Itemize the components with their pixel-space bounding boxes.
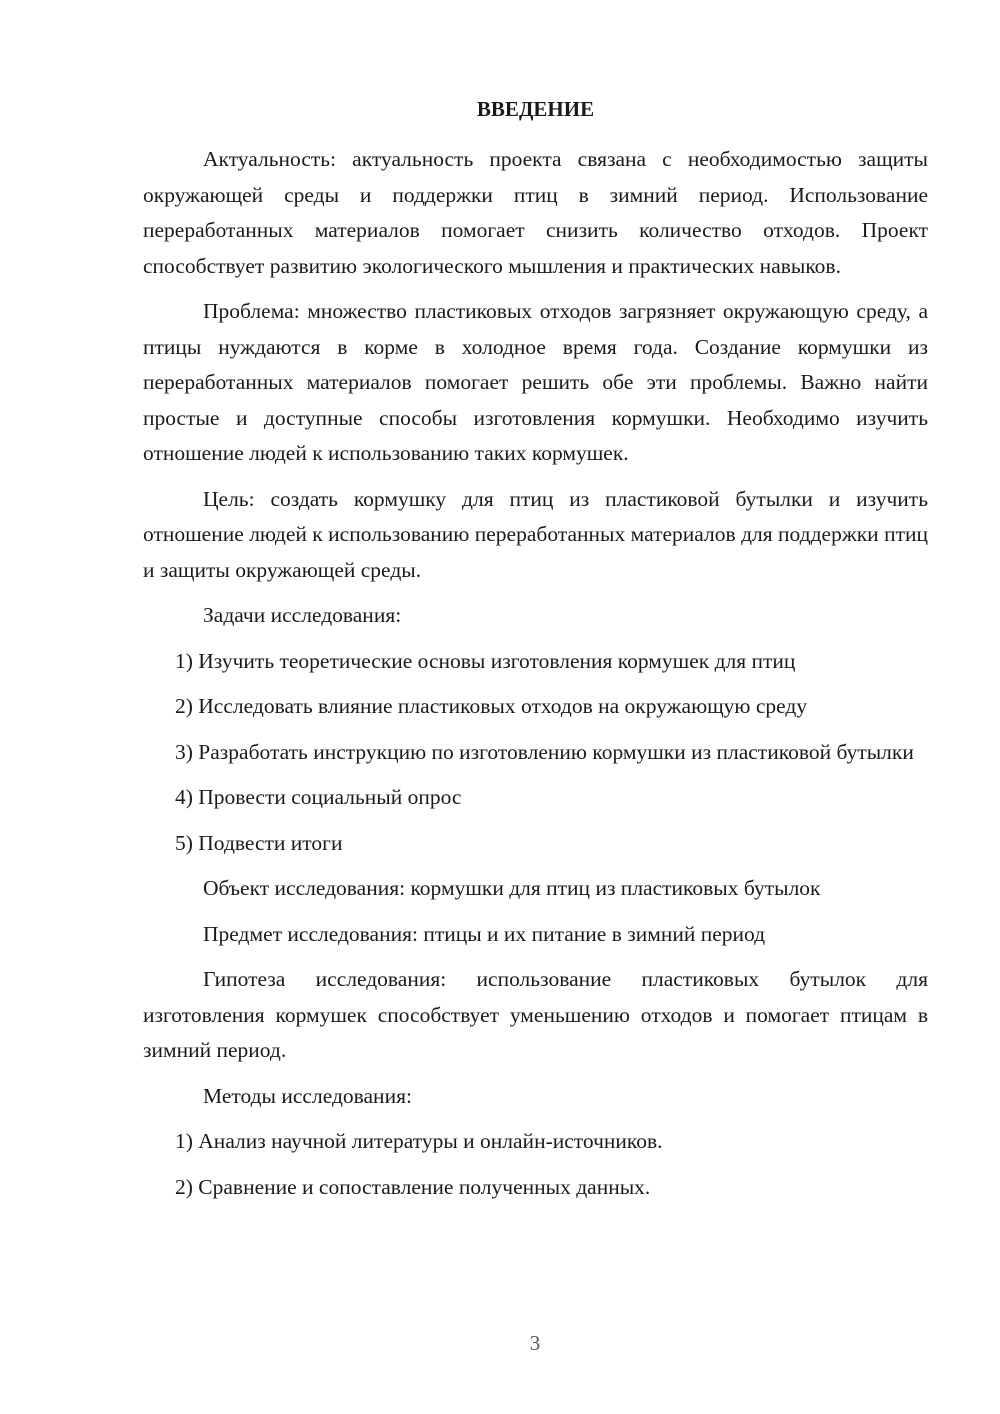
task-item: 2) Исследовать влияние пластиковых отходов на окружающую среду	[175, 694, 808, 718]
task-item: 4) Провести социальный опрос	[175, 785, 462, 809]
research-object: Объект исследования: кормушки для птиц из пластиковых бутылок	[203, 876, 821, 900]
page-number: 3	[529, 1331, 541, 1355]
research-subject: Предмет исследования: птицы и их питание в зимний период	[203, 921, 766, 946]
section-heading: ВВЕДЕНИЕ	[476, 97, 595, 121]
hypothesis-paragraph: Гипотеза исследования: использование пластиковых бутылок для изготовления кормушек способствует уменьшению отходов и помогает птицам в зимний период.	[143, 967, 928, 1062]
task-item: 1) Изучить теоретические основы изготовления кормушек для птиц	[175, 648, 796, 673]
method-item: 1) Анализ научной литературы и онлайн-источников.	[175, 1129, 663, 1153]
problem-paragraph: Проблема: множество пластиковых отходов загрязняет окружающую среду, а птицы нуждаются в корме в холодное время года. Создание кормушки из переработанных материалов помогает решить обе эти проблемы. Важно найти простые и доступные способы изготовления кормушки. Необходимо изучить отношение людей к использованию таких кормушек.	[143, 299, 928, 465]
method-item: 2) Сравнение и сопоставление полученных данных.	[175, 1174, 651, 1199]
task-item: 5) Подвести итоги	[175, 830, 343, 855]
document-page	[143, 92, 928, 1215]
tasks-title: Задачи исследования:	[203, 603, 402, 627]
methods-title: Методы исследования:	[203, 1083, 412, 1108]
goal-paragraph: Цель: создать кормушку для птиц из пластиковой бутылки и изучить отношение людей к использованию переработанных материалов для поддержки птиц и защиты окружающей среды.	[143, 486, 928, 582]
task-item: 3) Разработать инструкцию по изготовлению кормушки из пластиковой бутылки	[175, 739, 914, 764]
relevance-paragraph: Актуальность: актуальность проекта связана с необходимостью защиты окружающей среды и поддержки птиц в зимний период. Использование переработанных материалов помогает снизить количество отходов. Проект способствует развитию экологического мышления и практических навыков.	[143, 147, 928, 278]
